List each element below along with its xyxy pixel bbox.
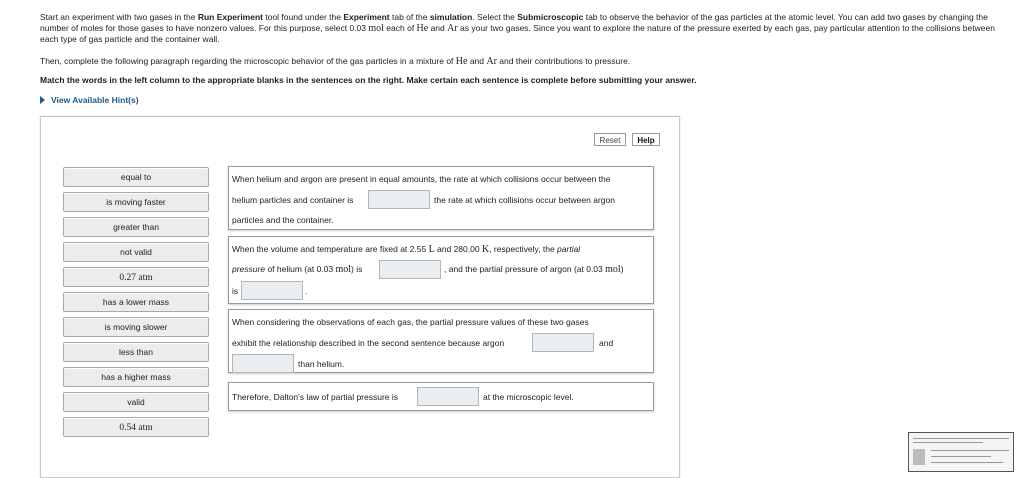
sentence-1: When helium and argon are present in equal amounts, the rate at which collisions occur between the helium particles and container is the rate at which collisions occur between argon particles and the container.: [228, 166, 654, 230]
word-valid[interactable]: valid: [63, 392, 209, 412]
then-paragraph: Then, complete the following paragraph regarding the microscopic behavior of the gas particles in a mixture of He and Ar and their contributions to pressure.: [40, 56, 631, 67]
instructions-block: [40, 12, 1008, 85]
simulation-link[interactable]: simulation: [429, 12, 473, 22]
sentence-2: When the volume and temperature are fixed at 2.55 L and 280.00 K, respectively, the partial pressure of helium (at 0.03 mol) is , and the partial pressure of argon (at 0.03 mol) is .: [228, 236, 654, 304]
sentence-2-line-2b: , and the partial pressure of argon (at 0.03 mol): [444, 264, 624, 275]
hint-label: View Available Hint(s): [51, 95, 139, 105]
word-has-a-higher-mass[interactable]: has a higher mass: [63, 367, 209, 387]
matching-panel: [40, 116, 680, 478]
sentence-2-line-2a: pressure of helium (at 0.03 mol) is: [232, 264, 363, 275]
word-0-27-atm[interactable]: 0.27 atm: [63, 267, 209, 287]
page-thumbnail[interactable]: [908, 432, 1014, 472]
caret-right-icon: [40, 96, 45, 104]
intro-paragraph: Start an experiment with two gases in the Run Experiment tool found under the Experiment tab of the simulation. Select the Submicroscopic tab to observe the behavior of the gas particles at the atomic level. You can add two gases by changing the number of moles for those gases to have nonzero values. For this purpose, select 0.03 mol each of He and Ar as your two gases. Since you want to explore the nature of the pressure exerted by each gas, pay particular attention to the collisions between each type of gas particle and the container wall.: [40, 12, 995, 44]
word-not-valid[interactable]: not valid: [63, 242, 209, 262]
word-greater-than[interactable]: greater than: [63, 217, 209, 237]
sentence-4: Therefore, Dalton's law of partial pressure is at the microscopic level.: [228, 382, 654, 411]
blank-4[interactable]: [532, 333, 594, 352]
word-has-a-lower-mass[interactable]: has a lower mass: [63, 292, 209, 312]
word-equal-to[interactable]: equal to: [63, 167, 209, 187]
blank-5[interactable]: [232, 354, 294, 373]
view-hints-toggle[interactable]: [40, 95, 139, 105]
word-0-54-atm[interactable]: 0.54 atm: [63, 417, 209, 437]
sentence-3: When considering the observations of each gas, the partial pressure values of these two gases exhibit the relationship described in the second sentence because argon and than helium.: [228, 309, 654, 373]
help-button[interactable]: Help: [632, 133, 660, 146]
blank-2[interactable]: [379, 260, 441, 279]
reset-button[interactable]: Reset: [594, 133, 626, 146]
sentence-2-line-1: When the volume and temperature are fixed at 2.55 L and 280.00 K, respectively, the partial: [232, 244, 581, 255]
word-is-moving-slower[interactable]: is moving slower: [63, 317, 209, 337]
blank-6[interactable]: [417, 387, 479, 406]
match-instructions: Match the words in the left column to the appropriate blanks in the sentences on the right. Make certain each sentence is complete before submitting your answer.: [40, 75, 697, 85]
word-is-moving-faster[interactable]: is moving faster: [63, 192, 209, 212]
blank-3[interactable]: [241, 281, 303, 300]
word-less-than[interactable]: less than: [63, 342, 209, 362]
blank-1[interactable]: [368, 190, 430, 209]
